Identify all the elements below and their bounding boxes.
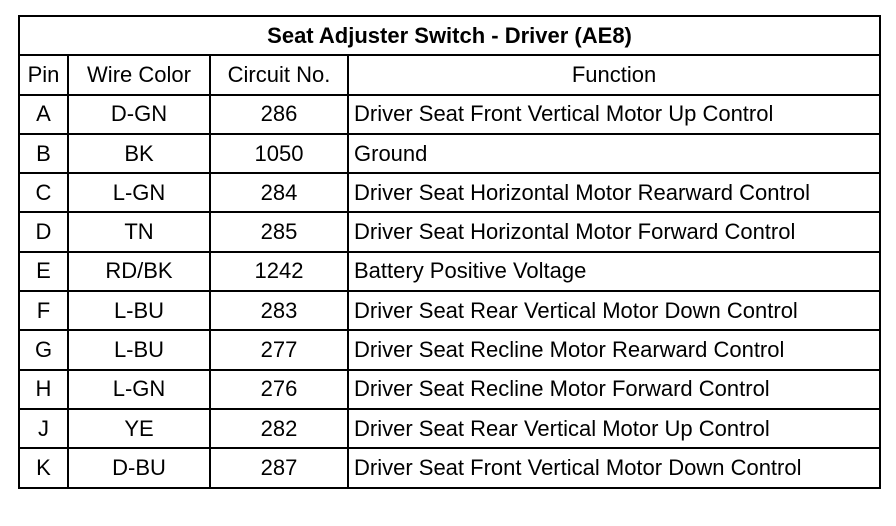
- function-cell: Driver Seat Rear Vertical Motor Up Control: [348, 409, 880, 448]
- circuit-no-cell: 1242: [210, 252, 348, 291]
- wire-color-cell: D-BU: [68, 448, 210, 487]
- circuit-no-cell: 285: [210, 212, 348, 251]
- pin-cell: E: [19, 252, 68, 291]
- table-row: [19, 330, 880, 369]
- pin-cell: H: [19, 370, 68, 409]
- header-wire-color: Wire Color: [68, 55, 210, 94]
- function-cell: Driver Seat Horizontal Motor Forward Control: [348, 212, 880, 251]
- wire-color-cell: YE: [68, 409, 210, 448]
- wire-color-cell: L-BU: [68, 330, 210, 369]
- wire-color-cell: BK: [68, 134, 210, 173]
- wire-color-cell: TN: [68, 212, 210, 251]
- circuit-no-cell: 283: [210, 291, 348, 330]
- wire-color-cell: L-GN: [68, 173, 210, 212]
- table-title: Seat Adjuster Switch - Driver (AE8): [19, 16, 880, 55]
- function-cell: Driver Seat Horizontal Motor Rearward Control: [348, 173, 880, 212]
- pin-cell: G: [19, 330, 68, 369]
- table-row: [19, 134, 880, 173]
- circuit-no-cell: 1050: [210, 134, 348, 173]
- function-cell: Driver Seat Front Vertical Motor Down Control: [348, 448, 880, 487]
- pin-cell: J: [19, 409, 68, 448]
- pin-cell: F: [19, 291, 68, 330]
- pin-cell: K: [19, 448, 68, 487]
- wire-color-cell: L-GN: [68, 370, 210, 409]
- table-row: [19, 291, 880, 330]
- circuit-no-cell: 287: [210, 448, 348, 487]
- circuit-no-cell: 277: [210, 330, 348, 369]
- header-function: Function: [348, 55, 880, 94]
- function-cell: Ground: [348, 134, 880, 173]
- header-pin: Pin: [19, 55, 68, 94]
- table-row: [19, 409, 880, 448]
- header-row: [19, 55, 880, 94]
- table-row: [19, 448, 880, 487]
- connector-pinout-table: [18, 15, 881, 489]
- pin-cell: D: [19, 212, 68, 251]
- circuit-no-cell: 286: [210, 95, 348, 134]
- circuit-no-cell: 276: [210, 370, 348, 409]
- wire-color-cell: RD/BK: [68, 252, 210, 291]
- wire-color-cell: L-BU: [68, 291, 210, 330]
- function-cell: Battery Positive Voltage: [348, 252, 880, 291]
- header-circuit-no: Circuit No.: [210, 55, 348, 94]
- function-cell: Driver Seat Front Vertical Motor Up Control: [348, 95, 880, 134]
- pin-cell: C: [19, 173, 68, 212]
- table-row: [19, 370, 880, 409]
- table-row: [19, 212, 880, 251]
- circuit-no-cell: 282: [210, 409, 348, 448]
- pin-cell: A: [19, 95, 68, 134]
- pin-cell: B: [19, 134, 68, 173]
- circuit-no-cell: 284: [210, 173, 348, 212]
- title-row: [19, 16, 880, 55]
- function-cell: Driver Seat Recline Motor Rearward Control: [348, 330, 880, 369]
- table-row: [19, 173, 880, 212]
- table-row: [19, 95, 880, 134]
- table-row: [19, 252, 880, 291]
- function-cell: Driver Seat Rear Vertical Motor Down Control: [348, 291, 880, 330]
- function-cell: Driver Seat Recline Motor Forward Control: [348, 370, 880, 409]
- wire-color-cell: D-GN: [68, 95, 210, 134]
